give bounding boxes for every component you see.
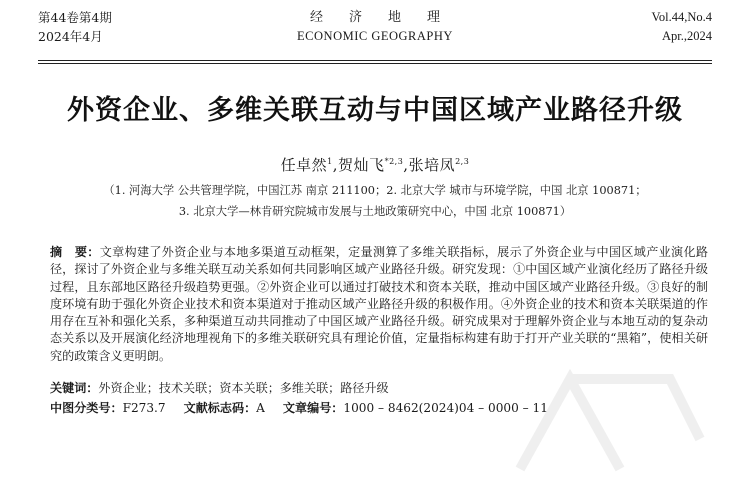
header-center	[38, 8, 712, 46]
author-name: 贺灿飞	[338, 156, 385, 174]
article-number-label: 文章编号：	[282, 401, 344, 415]
author-affil-mark: 1	[327, 157, 333, 166]
classification-line	[50, 400, 548, 417]
issue-date: 2024年4月	[38, 29, 103, 44]
header-right	[651, 8, 712, 46]
article-number-value: 1000 – 8462(2024)04 – 0000 – 11	[343, 401, 548, 415]
author-separator: ,	[332, 156, 339, 174]
journal-name-en: ECONOMIC GEOGRAPHY	[297, 29, 453, 43]
author-affil-mark: *2,3	[384, 157, 404, 166]
doc-code-value: A	[256, 401, 265, 415]
abstract-text: 文章构建了外资企业与本地多渠道互动框架，定量测算了多维关联指标，展示了外资企业与中国区域产业演化路径，探讨了外资企业与多维关联互动关系如何共同影响区域产业路径升级。研究发现：①中国区域产业演化经历了路径升级过程，且东部地区路径升级趋势更强。②外资企业可以通过打破技术和资本关联，推动中国区域产业路径升级。③良好的制度环境有助于强化外资企业技术和资本渠道对于推动区域产业路径升级的积极作用。④外资企业的技术和资本关联渠道的作用存在互补和强化关系，多种渠道互动共同推动了中国区域产业路径升级。研究成果对于理解外资企业与本地互动的复杂动态关系以及开展演化经济地理视角下的多维关联研究具有理论价值，定量指标构建有助于打开产业关联的“黑箱”，使相关研究的政策含义更明朗。	[50, 245, 708, 363]
background-watermark	[510, 359, 710, 479]
author-name: 张培凤	[408, 156, 456, 174]
author-separator: ,	[403, 156, 409, 174]
author-list	[0, 154, 750, 175]
author-affil-mark: 2,3	[455, 157, 470, 166]
keywords-text: 外资企业；技术关联；资本关联；多维关联；路径升级	[98, 381, 389, 395]
author-name: 任卓然	[280, 156, 328, 174]
header-rule-top	[38, 60, 712, 61]
article-title: 外资企业、多维关联互动与中国区域产业路径升级	[67, 95, 683, 126]
keywords	[50, 380, 389, 397]
keywords-label: 关键词：	[50, 381, 99, 395]
clc-value: F273.7	[122, 401, 166, 415]
date-en: Apr.,2024	[662, 29, 712, 43]
header-rule-bottom	[38, 63, 712, 64]
affiliation-line: 3. 北京大学—林肯研究院城市发展与土地政策研究中心，中国 北京 100871）	[178, 205, 572, 218]
volume-en: Vol.44,No.4	[651, 10, 712, 24]
running-header	[38, 8, 712, 60]
issue-number: 第44卷第4期	[38, 10, 112, 25]
affiliation-line: （1. 河海大学 公共管理学院，中国江苏 南京 211100；2. 北京大学 城市与环境学院，中国 北京 100871；	[103, 184, 647, 197]
abstract-label: 摘 要：	[50, 245, 100, 259]
journal-name-cn: 经济地理	[309, 10, 466, 25]
doc-code-label: 文献标志码：	[183, 401, 257, 415]
abstract	[50, 244, 708, 365]
clc-label: 中图分类号：	[50, 401, 123, 415]
